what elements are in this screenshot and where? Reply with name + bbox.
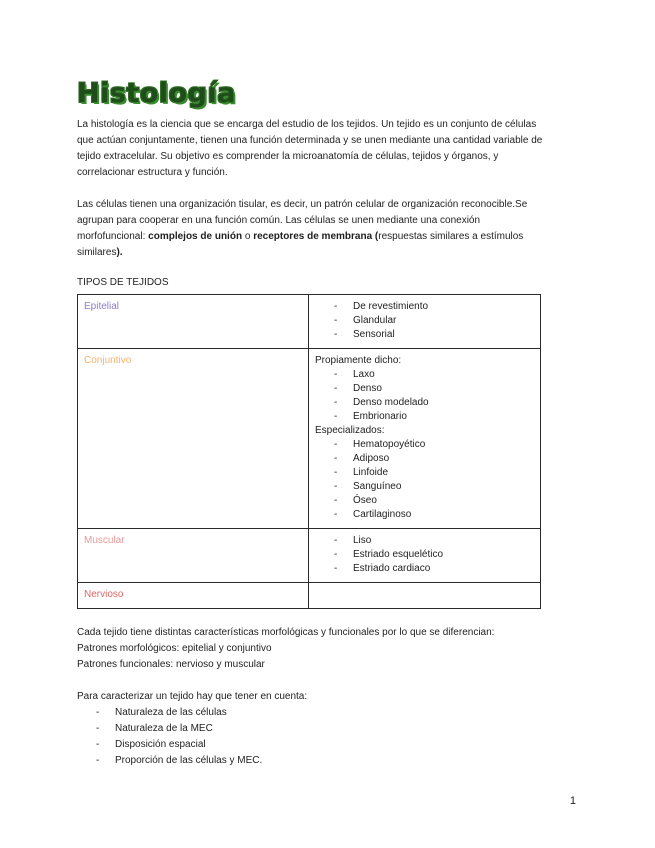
especializados-list [315, 438, 534, 522]
patterns-intro: Cada tejido tiene distintas características morfológicas y funcionales por lo que se diferencian: [77, 627, 495, 638]
list-item: - Óseo [315, 494, 534, 508]
table-title: TIPOS DE TEJIDOS [77, 277, 169, 288]
list-item: - Estriado esquelético [315, 548, 534, 562]
list-item: - Denso modelado [315, 396, 534, 410]
label-nervioso: Nervioso [84, 589, 124, 600]
list-item: - Proporción de las células y MEC. [77, 753, 547, 769]
epitelial-list [315, 300, 534, 342]
label-epitelial: Epitelial [84, 301, 120, 312]
propiamente-dicho-list [315, 368, 534, 424]
patterns-functional: Patrones funcionales: nervioso y muscular [77, 659, 265, 670]
group-propiamente-dicho: Propiamente dicho: [315, 355, 402, 366]
list-item: - Naturaleza de la MEC [77, 721, 547, 737]
list-item: - Naturaleza de las células [77, 705, 547, 721]
list-item: - Embrionario [315, 410, 534, 424]
table-row-conjuntivo [78, 349, 541, 529]
organization-paragraph [77, 197, 547, 261]
table-row-muscular [78, 529, 541, 583]
characterize-intro: Para caracterizar un tejido hay que tener en cuenta: [77, 691, 308, 702]
patterns-block [77, 625, 547, 673]
organization-text-2: o [242, 231, 254, 242]
list-item: - Denso [315, 382, 534, 396]
list-item: - Hematopoyético [315, 438, 534, 452]
list-item: - Estriado cardiaco [315, 562, 534, 576]
page-title: Histología [77, 78, 236, 109]
page-number: 1 [569, 795, 576, 807]
intro-paragraph: La histología es la ciencia que se encarga del estudio de los tejidos. Un tejido es un conjunto de células que actúan conjuntamente, tienen una función determinada y se unen mediante una cantidad variable de tejido extracelular. Su objetivo es comprender la microanatomía de células, tejidos y órganos, y correlacionar estructura y función. [77, 119, 543, 178]
list-item: - Sanguíneo [315, 480, 534, 494]
characterize-list [77, 705, 547, 769]
table-row-epitelial [78, 295, 541, 349]
patterns-morphological: Patrones morfológicos: epitelial y conjuntivo [77, 643, 272, 654]
cell-epitelial-items [309, 295, 541, 349]
cell-conjuntivo-items [309, 349, 541, 529]
label-conjuntivo: Conjuntivo [84, 355, 132, 366]
cell-nervioso-label [78, 583, 309, 609]
organization-text-3: respuestas similares a estímulos similares [77, 231, 524, 258]
list-item: - De revestimiento [315, 300, 534, 314]
organization-text-1: Las células tienen una organización tisular, es decir, un patrón celular de organización reconocible.Se agrupan para cooperar en una función común. Las células se unen mediante una conexión morfofuncional: [77, 199, 528, 242]
cell-conjuntivo-label [78, 349, 309, 529]
list-item: - Glandular [315, 314, 534, 328]
list-item: - Liso [315, 534, 534, 548]
muscular-list [315, 534, 534, 576]
table-row-nervioso [78, 583, 541, 609]
cell-muscular-label [78, 529, 309, 583]
list-item: - Cartilaginoso [315, 508, 534, 522]
list-item: - Sensorial [315, 328, 534, 342]
bold-complejos-de-union: complejos de unión [148, 231, 243, 242]
list-item: - Disposición espacial [77, 737, 547, 753]
bold-receptores-de-membrana: receptores de membrana ( [253, 231, 379, 242]
cell-nervioso-empty [309, 583, 541, 609]
list-item: - Linfoide [315, 466, 534, 480]
bold-closing: ). [116, 247, 123, 258]
document-page [77, 78, 547, 769]
group-especializados: Especializados: [315, 425, 385, 436]
list-item: - Adiposo [315, 452, 534, 466]
cell-epitelial-label [78, 295, 309, 349]
cell-muscular-items [309, 529, 541, 583]
tissue-types-table [77, 294, 541, 609]
list-item: - Laxo [315, 368, 534, 382]
label-muscular: Muscular [84, 535, 125, 546]
